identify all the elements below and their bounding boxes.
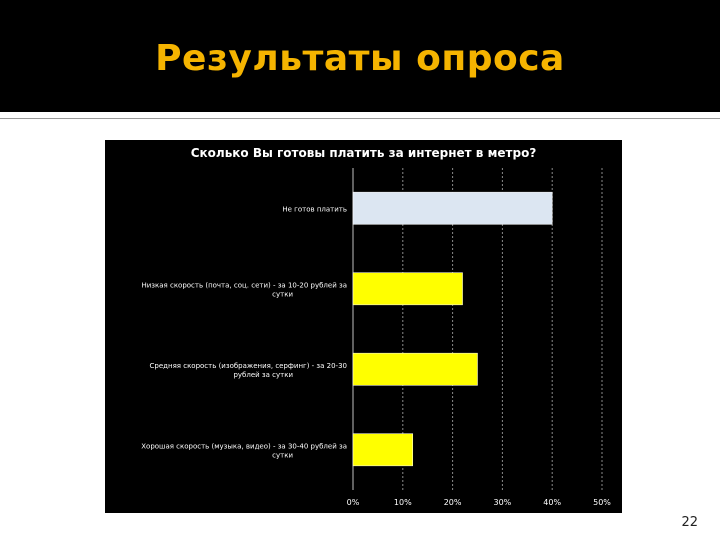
category-label: Хорошая скорость (музыка, видео) - за 30-40 рублей за сутки	[141, 442, 347, 460]
x-tick-label: 10%	[393, 498, 412, 507]
bar	[353, 192, 552, 224]
x-tick-label: 40%	[543, 498, 562, 507]
chart-frame	[105, 140, 622, 513]
category-label: Не готов платить	[282, 205, 347, 214]
bar	[353, 353, 478, 385]
chart-title: Сколько Вы готовы платить за интернет в метро?	[190, 146, 537, 160]
x-tick-label: 0%	[346, 498, 360, 507]
x-tick-label: 20%	[443, 498, 462, 507]
page-number: 22	[681, 515, 698, 530]
slide-title: Результаты опроса	[155, 38, 565, 79]
category-label: Средняя скорость (изображения, серфинг) - за 20-30 рублей за сутки	[149, 361, 347, 379]
x-tick-label: 30%	[493, 498, 512, 507]
category-label: Низкая скорость (почта, соц. сети) - за 10-20 рублей за сутки	[141, 281, 347, 299]
bar	[353, 434, 413, 466]
bar	[353, 273, 463, 305]
title-divider	[0, 118, 720, 119]
x-tick-label: 50%	[593, 498, 611, 507]
bar-chart	[105, 140, 622, 513]
